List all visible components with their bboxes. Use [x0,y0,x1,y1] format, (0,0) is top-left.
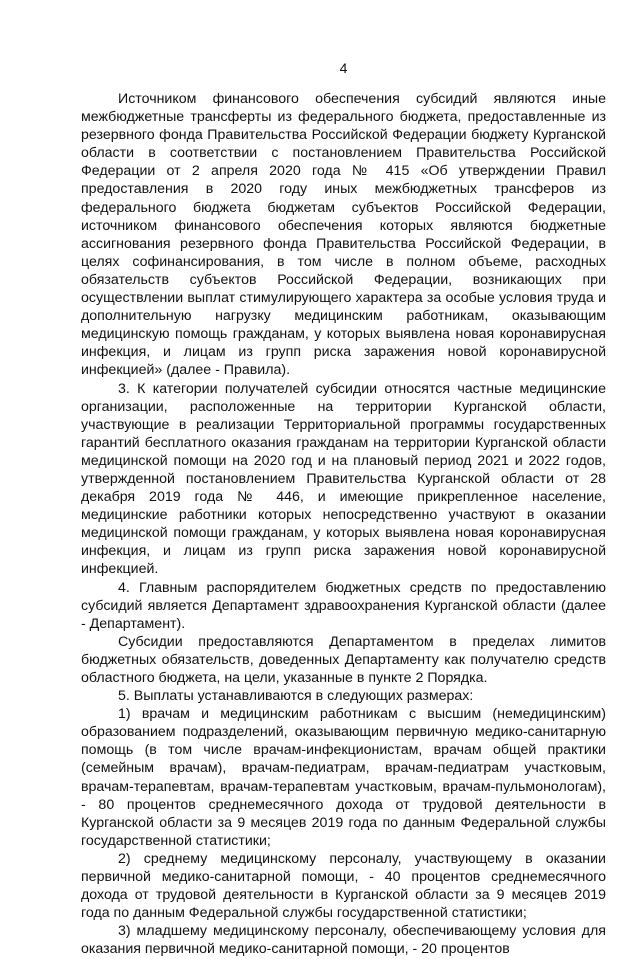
paragraph-5-2-nurses: 2) среднему медицинскому персоналу, участвующему в оказании первичной медико-санитарной помощи, - 40 процентов среднемесячного дохода от трудовой деятельности в Курганской области за 9 месяцев 2019 года по данным Федеральной службы государственной статистики; [81,850,606,922]
paragraph-subsidy-provision: Субсидии предоставляются Департаментом в пределах лимитов бюджетных обязательств, доведенных Департаменту как получателю средств областного бюджета, на цели, указанные в пункте 2 Порядка. [81,633,606,686]
paragraph-funding-source: Источником финансового обеспечения субсидий являются иные межбюджетные трансферты из федерального бюджета, предоставленные из резервного фонда Правительства Российской Федерации бюджету Курганской области в соответствии с постановлением Правительства Российской Федерации от 2 апреля 2020 года № 415 «Об утверждении Правил предоставления в 2020 году иных межбюджетных трансферов из федерального бюджета бюджетам субъектов Российской Федерации, источником финансового обеспечения которых являются бюджетные ассигнования резервного фонда Правительства Российской Федерации, в целях софинансирования, в том числе в полном объеме, расходных обязательств субъектов Российской Федерации, возникающих при осуществлении выплат стимулирующего характера за особые условия труда и дополнительную нагрузку медицинским работникам, оказывающим медицинскую помощь гражданам, у которых выявлена новая коронавирусная инфекция, и лицам из групп риска заражения новой коронавирусной инфекцией» (далее - Правила). [81,91,606,379]
paragraph-3-recipients: 3. К категории получателей субсидии относятся частные медицинские организации, расположенные на территории Курганской области, участвующие в реализации Территориальной программы государственных гарантий бесплатного оказания гражданам на территории Курганской области медицинской помощи на 2020 год и на плановый период 2021 и 2022 годов, утвержденной постановлением Правительства Курганской области от 28 декабря 2019 года № 446, и имеющие прикрепленное население, медицинские работники которых непосредственно участвуют в оказании медицинской помощи гражданам, у которых выявлена новая коронавирусная инфекция, и лицам из групп риска заражения новой коронавирусной инфекцией. [81,380,606,578]
paragraph-4-chief-manager: 4. Главным распорядителем бюджетных средств по предоставлению субсидий является Департамент здравоохранения Курганской области (далее - Департамент). [81,579,606,632]
paragraph-5-3-junior-staff: 3) младшему медицинскому персоналу, обеспечивающему условия для оказания первичной медико-санитарной помощи, - 20 процентов [81,923,606,958]
paragraph-5-payments: 5. Выплаты устанавливаются в следующих размерах: [118,688,474,705]
page-number: 4 [339,60,348,76]
document-body [81,90,606,959]
paragraph-5-1-doctors: 1) врачам и медицинским работникам с высшим (немедицинским) образованием подразделений, оказывающим первичную медико-санитарную помощь (в том числе врачам-инфекционистам, врачам общей практики (семейным врачам), врачам-педиатрам, врачам-педиатрам участковым, врачам-терапевтам, врачам-терапевтам участковым, врачам-пульмонологам), - 80 процентов среднемесячного дохода от трудовой деятельности в Курганской области за 9 месяцев 2019 года по данным Федеральной службы государственной статистики; [81,706,606,849]
